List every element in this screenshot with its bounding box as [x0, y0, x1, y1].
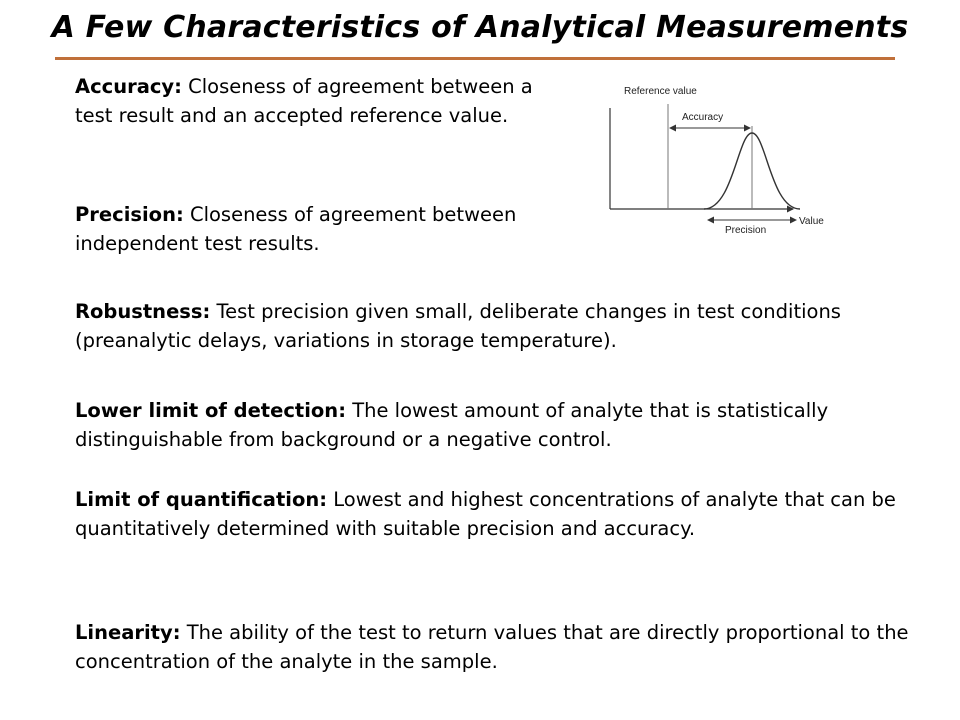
precision-label: Precision — [725, 225, 767, 236]
accuracy-label: Accuracy — [682, 112, 724, 123]
accuracy-precision-diagram-svg — [588, 78, 843, 243]
slide-title: A Few Characteristics of Analytical Measurements — [51, 10, 909, 45]
term-linearity: Linearity: — [75, 621, 181, 644]
definition-robustness — [75, 297, 935, 355]
term-lower-limit-of-detection: Lower limit of detection: — [75, 399, 346, 422]
title-underline — [55, 57, 895, 60]
definition-robustness-text: Test precision given small, deliberate changes in test conditions (preanalytic delays, variations in storage temperature). — [75, 300, 841, 352]
definition-linearity — [75, 618, 935, 676]
definition-lower-limit-of-detection-text: The lowest amount of analyte that is statistically distinguishable from background or a negative control. — [75, 399, 829, 451]
definition-limit-of-quantification — [75, 485, 950, 543]
definition-linearity-text: The ability of the test to return values that are directly proportional to the concentration of the analyte in the sample. — [75, 621, 909, 673]
term-accuracy: Accuracy: — [75, 75, 182, 98]
term-precision: Precision: — [75, 203, 184, 226]
term-limit-of-quantification: Limit of quantification: — [75, 488, 328, 511]
accuracy-precision-diagram — [588, 78, 843, 243]
definition-lower-limit-of-detection — [75, 396, 935, 454]
value-axis-label: Value — [799, 216, 824, 227]
definition-accuracy — [75, 72, 565, 130]
definition-limit-of-quantification-text: Lowest and highest concentrations of analyte that can be quantitatively determined with suitable precision and accuracy. — [75, 488, 896, 540]
definition-accuracy-text: Closeness of agreement between a test result and an accepted reference value. — [75, 75, 533, 127]
definition-precision-text: Closeness of agreement between independent test results. — [75, 203, 517, 255]
reference-value-label: Reference value — [624, 86, 697, 97]
term-robustness: Robustness: — [75, 300, 211, 323]
definition-precision — [75, 200, 565, 258]
